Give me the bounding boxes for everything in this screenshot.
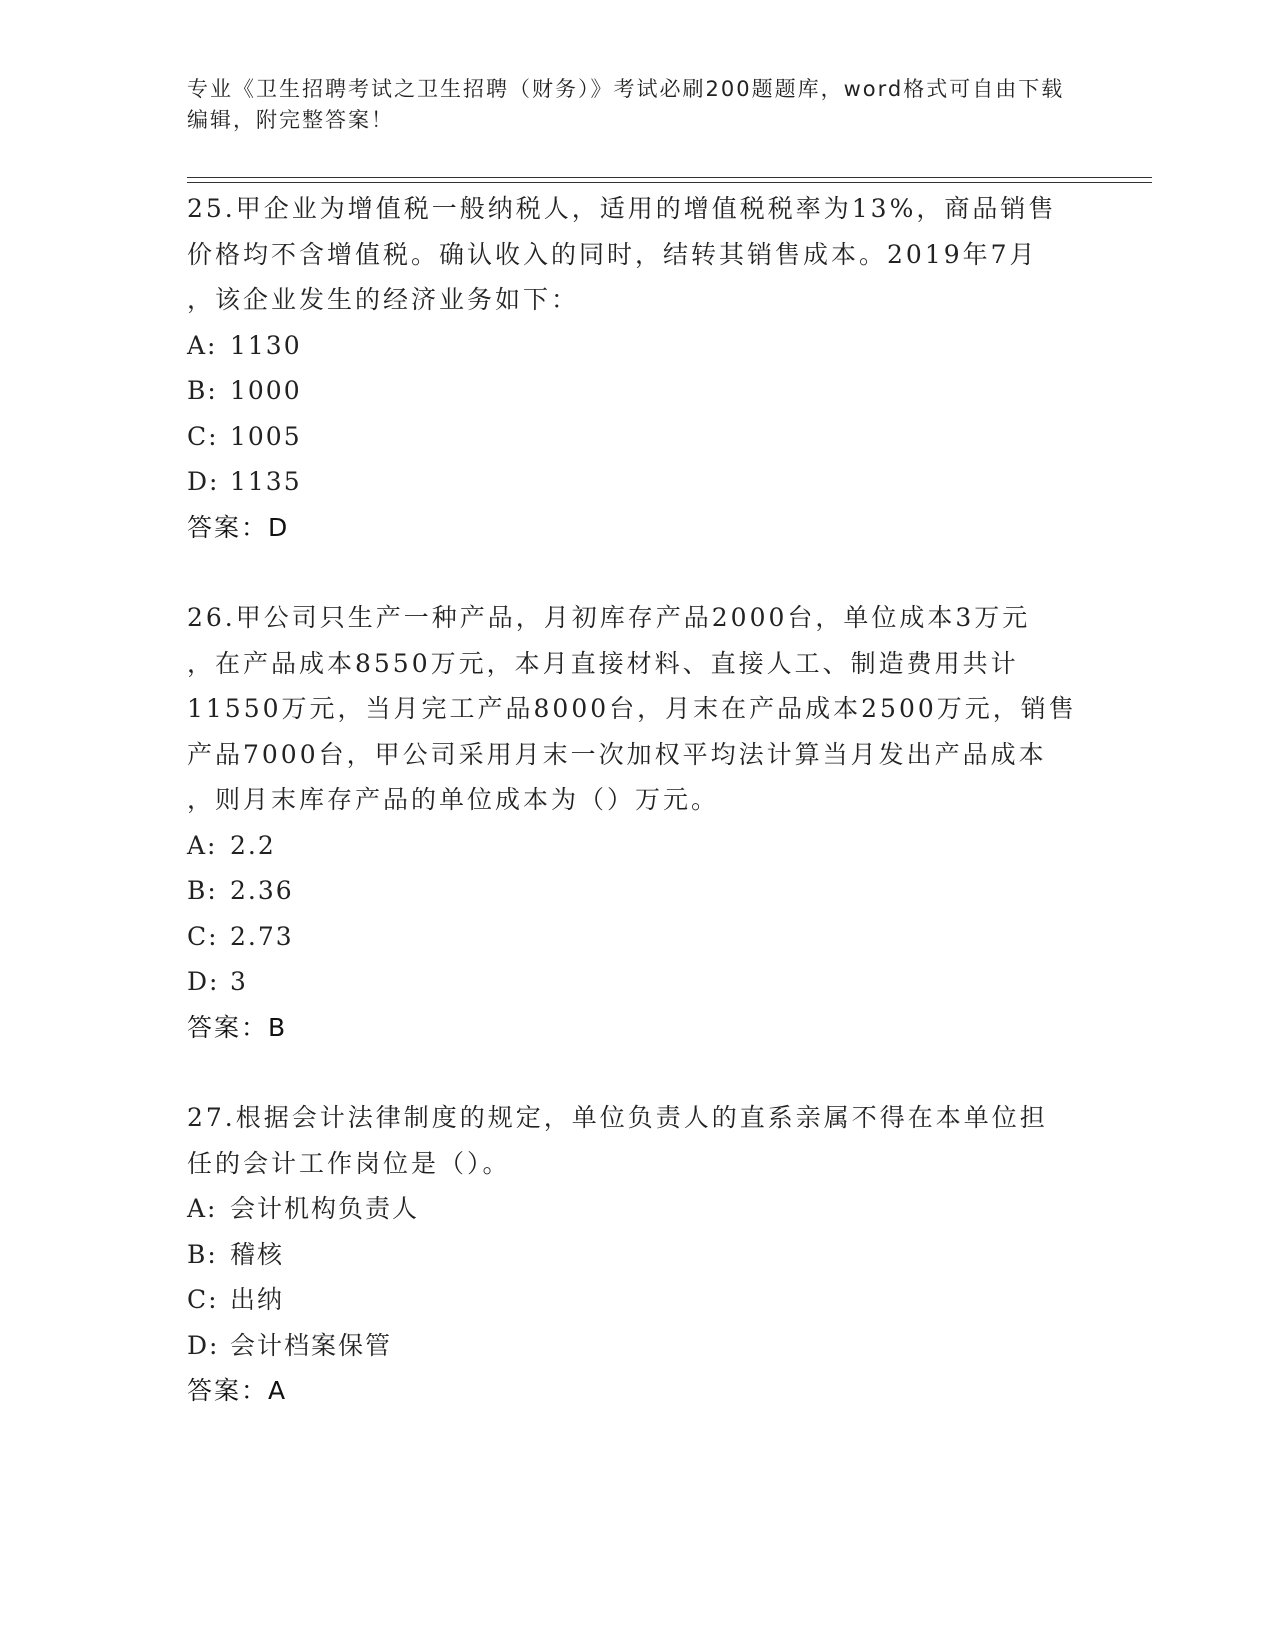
- option-key: C:: [187, 1285, 219, 1314]
- option-key: D:: [187, 1330, 220, 1360]
- option-text: 1000: [230, 376, 302, 405]
- option-key: D:: [187, 467, 220, 496]
- option-c: [187, 914, 1087, 960]
- option-a: [187, 323, 1087, 369]
- option-text: 出纳: [230, 1285, 285, 1314]
- option-key: B:: [187, 1239, 218, 1269]
- question-stem: 27.根据会计法律制度的规定，单位负责人的直系亲属不得在本单位担 任的会计工作岗位是（）。: [187, 1103, 1048, 1178]
- option-d: [187, 959, 1087, 1005]
- question-list: [187, 186, 1087, 1414]
- question-spacer: [187, 550, 1087, 595]
- option-text: 1130: [230, 330, 302, 360]
- option-b: [187, 368, 1087, 414]
- question-25: [187, 186, 1087, 550]
- option-text: 2.2: [230, 830, 276, 860]
- question-spacer: [187, 1050, 1087, 1095]
- answer-line: 答案：B: [187, 1012, 288, 1042]
- option-text: 稽核: [230, 1239, 285, 1269]
- option-key: B:: [187, 876, 218, 905]
- option-text: 1135: [230, 467, 302, 496]
- option-key: C:: [187, 421, 219, 451]
- option-d: [187, 1323, 1087, 1369]
- option-key: A:: [187, 1194, 218, 1223]
- option-text: 1005: [230, 421, 302, 451]
- option-key: A:: [187, 330, 218, 360]
- answer-line: 答案：D: [187, 512, 290, 542]
- option-text: 会计档案保管: [230, 1330, 393, 1360]
- option-key: C:: [187, 921, 219, 951]
- question-stem: 26.甲公司只生产一种产品，月初库存产品2000台，单位成本3万元 ，在产品成本8550万元，本月直接材料、直接人工、制造费用共计 11550万元，当月完工产品8000台，月末在产品成本2500万元，销售 产品7000台，甲公司采用月末一次加权平均法计算当月发出产品成本 ，则月末库存产品的单位成本为（）万元。: [187, 603, 1077, 814]
- option-text: 2.73: [230, 921, 294, 951]
- option-key: A:: [187, 830, 218, 860]
- header-divider-bottom: [187, 182, 1152, 183]
- question-26: [187, 595, 1087, 1050]
- question-stem: 25.甲企业为增值税一般纳税人，适用的增值税税率为13%，商品销售 价格均不含增值税。确认收入的同时，结转其销售成本。2019年7月 ，该企业发生的经济业务如下：: [187, 194, 1057, 314]
- answer-line: 答案：A: [187, 1376, 288, 1405]
- option-text: 2.36: [230, 876, 294, 905]
- option-b: [187, 868, 1087, 914]
- question-27: [187, 1095, 1087, 1414]
- option-a: [187, 1186, 1087, 1232]
- document-header: 专业《卫生招聘考试之卫生招聘（财务）》考试必刷200题题库，word格式可自由下载编辑，附完整答案！: [187, 77, 1065, 132]
- header-divider-top: [187, 177, 1152, 178]
- option-text: 会计机构负责人: [230, 1194, 420, 1223]
- option-text: 3: [230, 967, 248, 996]
- option-c: [187, 1277, 1087, 1323]
- option-key: D:: [187, 967, 220, 996]
- option-d: [187, 459, 1087, 505]
- option-b: [187, 1232, 1087, 1278]
- option-key: B:: [187, 376, 218, 405]
- option-a: [187, 823, 1087, 869]
- option-c: [187, 414, 1087, 460]
